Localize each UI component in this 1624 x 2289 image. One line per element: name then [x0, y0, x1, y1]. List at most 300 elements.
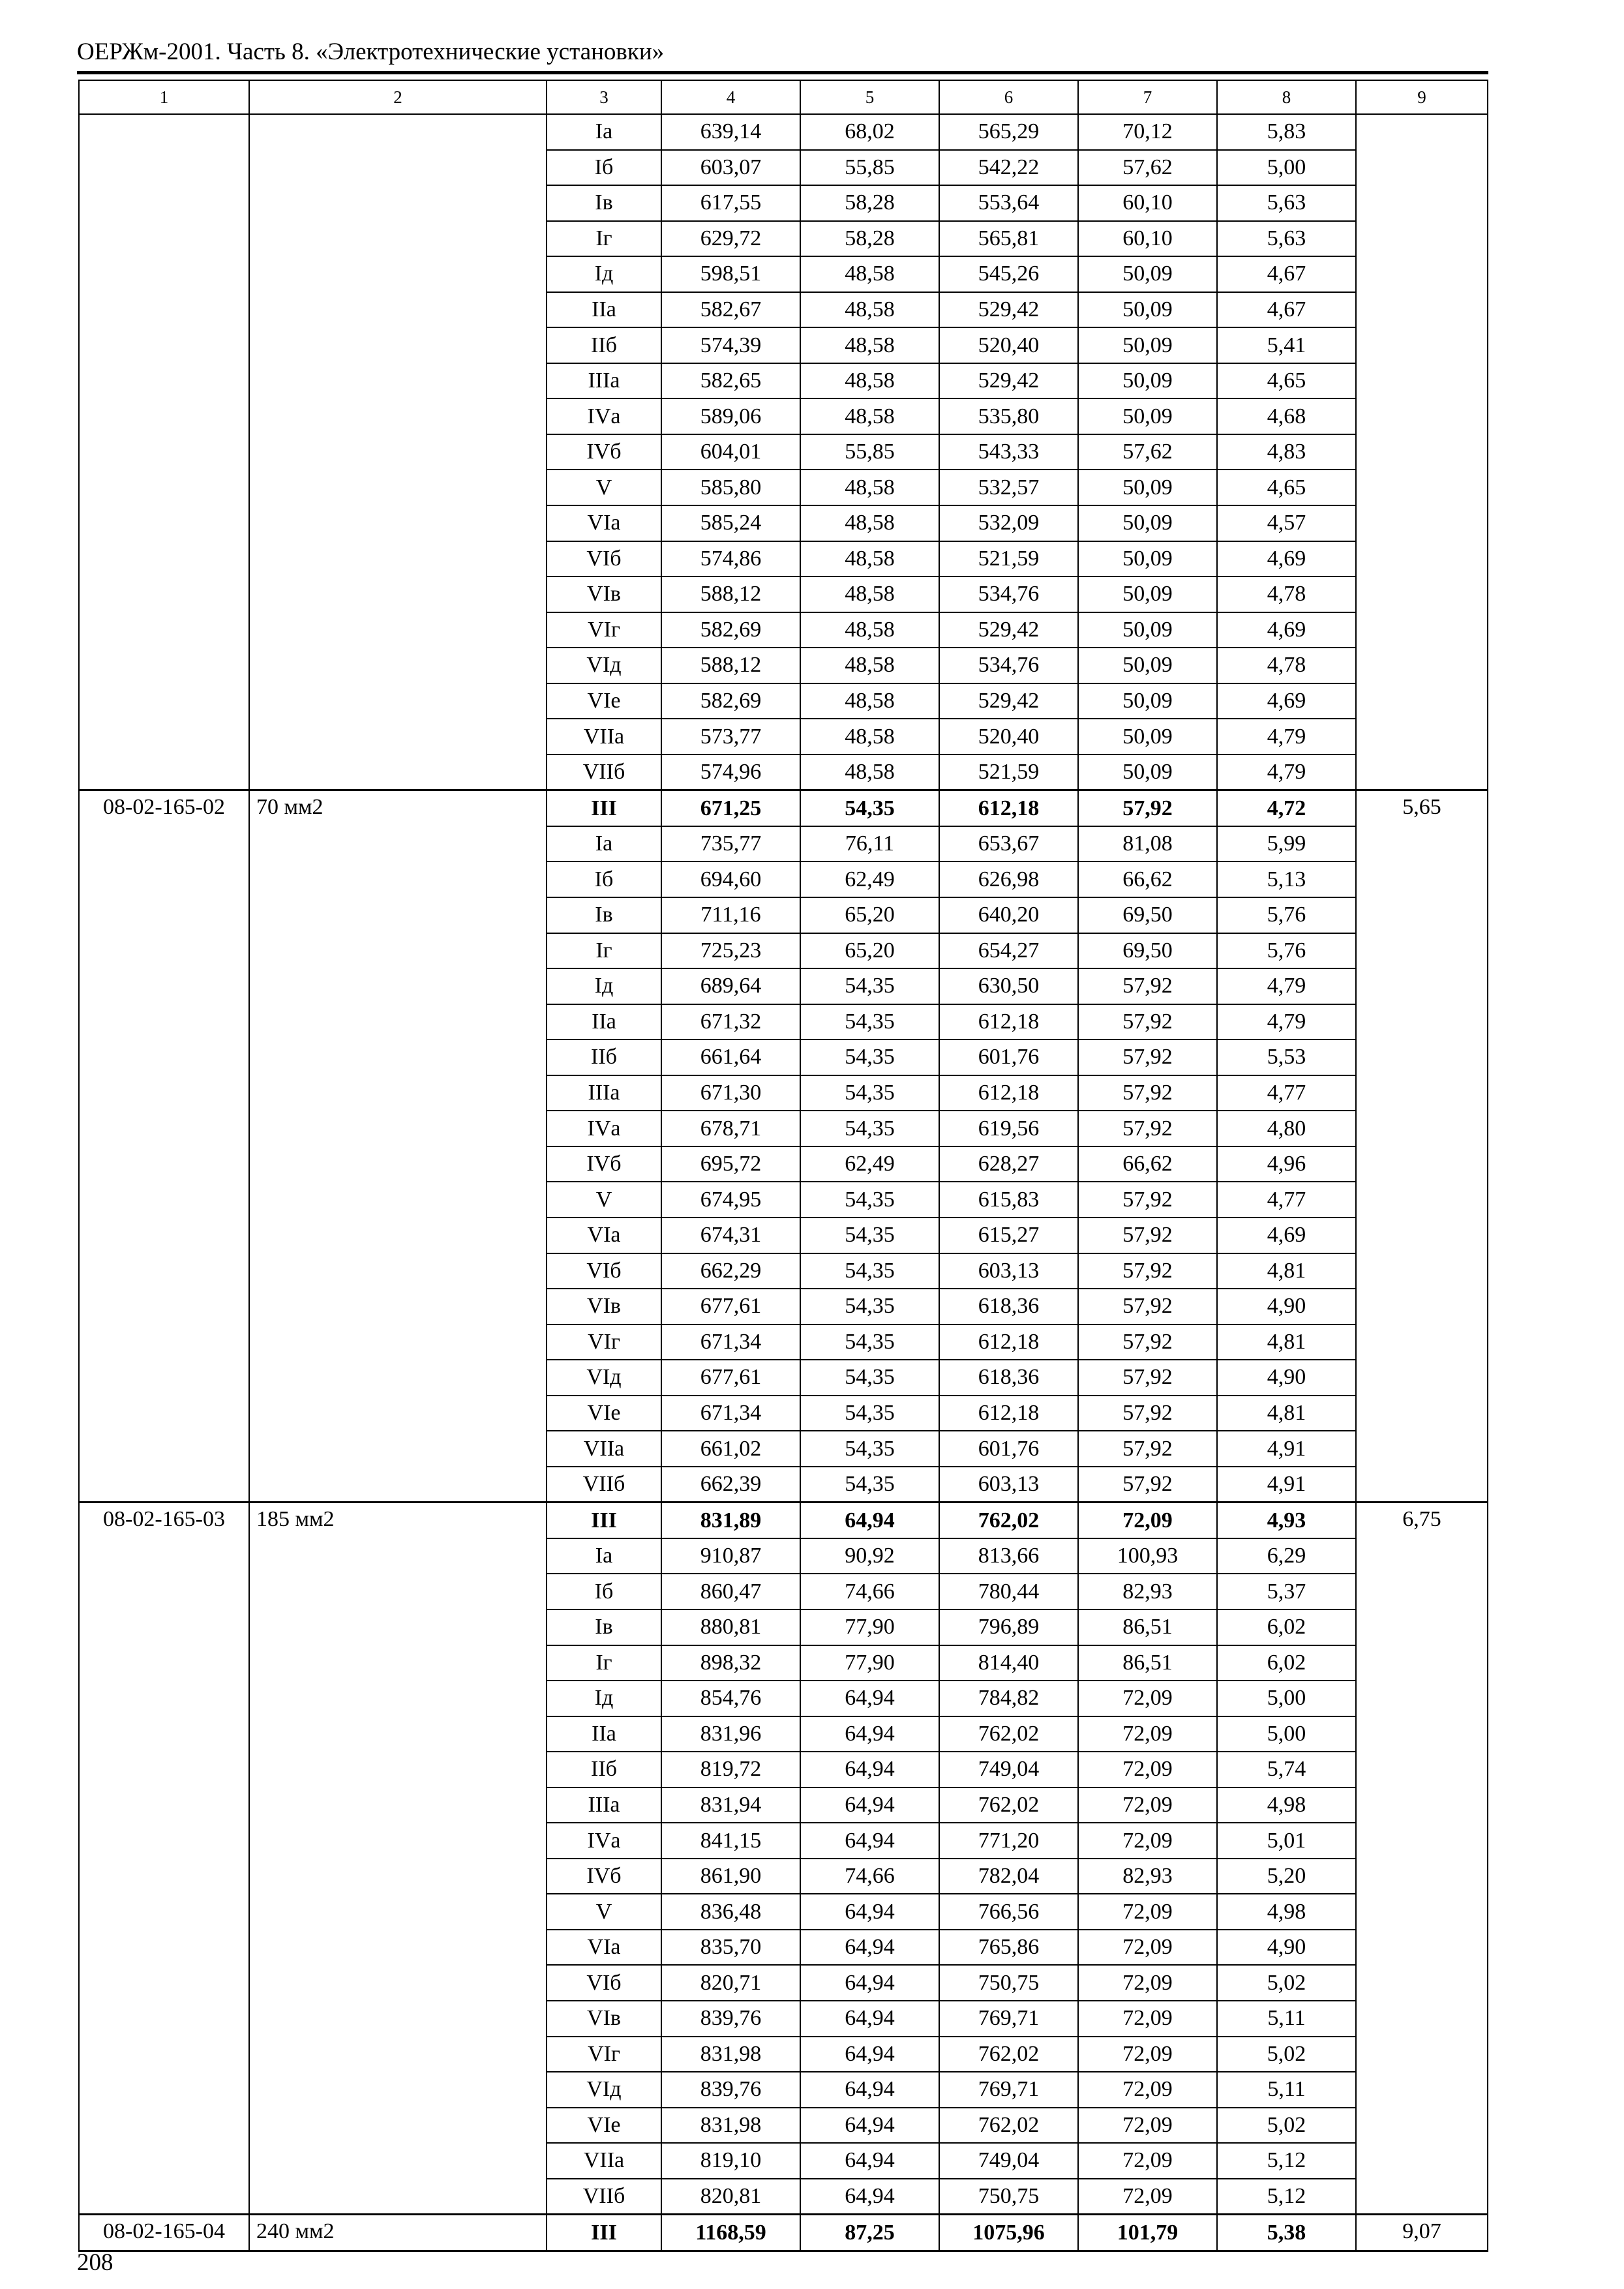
- row-code-cell: [79, 2037, 249, 2072]
- row-col7-cell: 57,92: [1078, 790, 1217, 826]
- row-col7-cell: 50,09: [1078, 398, 1217, 434]
- row-col8-cell: 5,12: [1217, 2143, 1356, 2179]
- table-row: [79, 1681, 1488, 1716]
- row-col6-cell: 762,02: [939, 2108, 1078, 2144]
- row-col6-cell: 532,57: [939, 470, 1078, 505]
- row-col6-cell: 565,29: [939, 114, 1078, 150]
- row-col9-cell: [1356, 292, 1488, 328]
- row-col5-cell: 54,35: [800, 790, 939, 826]
- row-col8-cell: 4,77: [1217, 1075, 1356, 1111]
- row-col9-cell: [1356, 1574, 1488, 1609]
- row-name-cell: [249, 755, 547, 790]
- row-col9-cell: [1356, 755, 1488, 790]
- row-col9-cell: [1356, 1431, 1488, 1467]
- row-name-cell: [249, 1360, 547, 1396]
- row-code-cell: [79, 1289, 249, 1324]
- row-col5-cell: 64,94: [800, 2001, 939, 2037]
- row-col7-cell: 72,09: [1078, 2037, 1217, 2072]
- row-col8-cell: 4,65: [1217, 470, 1356, 505]
- row-col6-cell: 615,27: [939, 1218, 1078, 1253]
- row-code-cell: [79, 1182, 249, 1218]
- row-code-cell: [79, 1538, 249, 1574]
- row-code-cell: [79, 1965, 249, 2001]
- row-col9-cell: [1356, 2143, 1488, 2179]
- row-col7-cell: 66,62: [1078, 861, 1217, 897]
- table-row: [79, 1965, 1488, 2001]
- row-col4-cell: 677,61: [661, 1360, 800, 1396]
- row-col7-cell: 66,62: [1078, 1146, 1217, 1182]
- row-col7-cell: 72,09: [1078, 2072, 1217, 2108]
- row-col7-cell: 50,09: [1078, 755, 1217, 790]
- row-col4-cell: 639,14: [661, 114, 800, 150]
- row-col9-cell: [1356, 1894, 1488, 1930]
- row-code-cell: [79, 1040, 249, 1075]
- row-name-cell: [249, 221, 547, 257]
- row-col6-cell: 813,66: [939, 1538, 1078, 1574]
- row-col9-cell: [1356, 221, 1488, 257]
- table-row: [79, 2072, 1488, 2108]
- row-zone-cell: VIIа: [547, 719, 661, 755]
- row-zone-cell: IIб: [547, 327, 661, 363]
- row-col6-cell: 520,40: [939, 719, 1078, 755]
- row-col5-cell: 64,94: [800, 1965, 939, 2001]
- row-col5-cell: 48,58: [800, 505, 939, 541]
- row-col7-cell: 72,09: [1078, 2108, 1217, 2144]
- row-zone-cell: Iг: [547, 221, 661, 257]
- row-zone-cell: VIа: [547, 1930, 661, 1966]
- row-col6-cell: 640,20: [939, 897, 1078, 933]
- row-col4-cell: 598,51: [661, 256, 800, 292]
- table-row: [79, 683, 1488, 719]
- row-zone-cell: IIIа: [547, 363, 661, 399]
- row-name-cell: [249, 1574, 547, 1609]
- row-name-cell: [249, 2001, 547, 2037]
- row-code-cell: [79, 1218, 249, 1253]
- row-zone-cell: V: [547, 1182, 661, 1218]
- row-col8-cell: 5,76: [1217, 897, 1356, 933]
- row-col9-cell: [1356, 1538, 1488, 1574]
- row-zone-cell: Iб: [547, 150, 661, 186]
- row-zone-cell: IVб: [547, 1146, 661, 1182]
- row-col8-cell: 4,72: [1217, 790, 1356, 826]
- row-col5-cell: 64,94: [800, 1716, 939, 1752]
- table-row: [79, 2001, 1488, 2037]
- table-row: [79, 1324, 1488, 1360]
- row-code-cell: [79, 755, 249, 790]
- row-col4-cell: 839,76: [661, 2001, 800, 2037]
- row-col7-cell: 82,93: [1078, 1859, 1217, 1894]
- row-code-cell: 08-02-165-02: [79, 790, 249, 826]
- row-col5-cell: 54,35: [800, 1467, 939, 1503]
- table-body: [79, 80, 1488, 2251]
- row-col4-cell: 589,06: [661, 398, 800, 434]
- table-row: [79, 790, 1488, 826]
- row-col4-cell: 898,32: [661, 1645, 800, 1681]
- row-col4-cell: 574,39: [661, 327, 800, 363]
- row-col9-cell: [1356, 1788, 1488, 1823]
- row-col9-cell: [1356, 256, 1488, 292]
- row-zone-cell: VIв: [547, 1289, 661, 1324]
- row-name-cell: [249, 363, 547, 399]
- row-col7-cell: 82,93: [1078, 1574, 1217, 1609]
- row-col8-cell: 4,93: [1217, 1503, 1356, 1538]
- table-row: [79, 1538, 1488, 1574]
- row-col7-cell: 50,09: [1078, 576, 1217, 612]
- row-col5-cell: 77,90: [800, 1609, 939, 1645]
- row-name-cell: [249, 398, 547, 434]
- row-code-cell: [79, 434, 249, 470]
- row-name-cell: [249, 150, 547, 186]
- row-code-cell: [79, 1823, 249, 1859]
- table-row: [79, 1182, 1488, 1218]
- row-code-cell: [79, 576, 249, 612]
- row-col7-cell: 50,09: [1078, 612, 1217, 648]
- row-zone-cell: Iа: [547, 826, 661, 862]
- row-col9-cell: [1356, 1324, 1488, 1360]
- row-col6-cell: 771,20: [939, 1823, 1078, 1859]
- row-col9-cell: [1356, 1396, 1488, 1431]
- row-zone-cell: IVб: [547, 1859, 661, 1894]
- row-col7-cell: 50,09: [1078, 541, 1217, 577]
- row-col9-cell: [1356, 1716, 1488, 1752]
- row-code-cell: [79, 612, 249, 648]
- table-row: [79, 1040, 1488, 1075]
- row-col7-cell: 50,09: [1078, 327, 1217, 363]
- row-col6-cell: 612,18: [939, 1324, 1078, 1360]
- table-row: [79, 648, 1488, 683]
- row-col7-cell: 57,62: [1078, 434, 1217, 470]
- row-zone-cell: VIд: [547, 2072, 661, 2108]
- row-col8-cell: 5,76: [1217, 933, 1356, 969]
- row-col4-cell: 629,72: [661, 221, 800, 257]
- row-col8-cell: 4,65: [1217, 363, 1356, 399]
- row-col8-cell: 4,81: [1217, 1324, 1356, 1360]
- row-col9-cell: [1356, 1253, 1488, 1289]
- row-col5-cell: 64,94: [800, 1752, 939, 1788]
- row-name-cell: [249, 1716, 547, 1752]
- row-col9-cell: [1356, 1218, 1488, 1253]
- row-col7-cell: 60,10: [1078, 221, 1217, 257]
- row-name-cell: [249, 541, 547, 577]
- row-col6-cell: 612,18: [939, 1396, 1078, 1431]
- row-name-cell: [249, 1752, 547, 1788]
- row-col8-cell: 4,79: [1217, 1004, 1356, 1040]
- row-col6-cell: 618,36: [939, 1289, 1078, 1324]
- row-col6-cell: 545,26: [939, 256, 1078, 292]
- row-col8-cell: 5,02: [1217, 2108, 1356, 2144]
- row-col9-cell: [1356, 1645, 1488, 1681]
- row-col6-cell: 612,18: [939, 1075, 1078, 1111]
- row-col6-cell: 535,80: [939, 398, 1078, 434]
- row-name-cell: [249, 1894, 547, 1930]
- table-row: [79, 1253, 1488, 1289]
- row-zone-cell: VIе: [547, 2108, 661, 2144]
- row-name-cell: [249, 1431, 547, 1467]
- row-col8-cell: 5,83: [1217, 114, 1356, 150]
- row-col7-cell: 50,09: [1078, 292, 1217, 328]
- row-zone-cell: IIа: [547, 1004, 661, 1040]
- row-col6-cell: 769,71: [939, 2001, 1078, 2037]
- row-col6-cell: 529,42: [939, 292, 1078, 328]
- row-name-cell: [249, 1823, 547, 1859]
- row-col6-cell: 565,81: [939, 221, 1078, 257]
- row-col4-cell: 836,48: [661, 1894, 800, 1930]
- row-zone-cell: Iа: [547, 1538, 661, 1574]
- row-col5-cell: 48,58: [800, 327, 939, 363]
- row-col9-cell: [1356, 1965, 1488, 2001]
- column-header: 1: [79, 80, 249, 114]
- row-col6-cell: 543,33: [939, 434, 1078, 470]
- row-col9-cell: [1356, 968, 1488, 1004]
- table-row: [79, 933, 1488, 969]
- row-zone-cell: VIв: [547, 2001, 661, 2037]
- row-col8-cell: 5,00: [1217, 1681, 1356, 1716]
- row-col4-cell: 582,69: [661, 683, 800, 719]
- row-col4-cell: 671,25: [661, 790, 800, 826]
- row-col4-cell: 831,96: [661, 1716, 800, 1752]
- row-col4-cell: 674,95: [661, 1182, 800, 1218]
- row-col7-cell: 72,09: [1078, 1965, 1217, 2001]
- row-col7-cell: 57,92: [1078, 1004, 1217, 1040]
- row-col4-cell: 694,60: [661, 861, 800, 897]
- row-col9-cell: [1356, 150, 1488, 186]
- row-name-cell: [249, 2143, 547, 2179]
- row-code-cell: [79, 648, 249, 683]
- row-zone-cell: VIа: [547, 505, 661, 541]
- table-row: [79, 1396, 1488, 1431]
- row-code-cell: [79, 363, 249, 399]
- row-zone-cell: VIг: [547, 612, 661, 648]
- row-zone-cell: VIIб: [547, 2179, 661, 2215]
- row-name-cell: [249, 470, 547, 505]
- row-col9-cell: [1356, 933, 1488, 969]
- row-col5-cell: 54,35: [800, 1431, 939, 1467]
- row-col9-cell: [1356, 1752, 1488, 1788]
- row-zone-cell: IVа: [547, 1111, 661, 1146]
- row-zone-cell: VIIа: [547, 2143, 661, 2179]
- row-col6-cell: 784,82: [939, 1681, 1078, 1716]
- table-row: [79, 2037, 1488, 2072]
- row-zone-cell: VIд: [547, 648, 661, 683]
- row-name-cell: [249, 1645, 547, 1681]
- row-code-cell: [79, 2072, 249, 2108]
- row-col9-cell: [1356, 1040, 1488, 1075]
- table-row: [79, 1146, 1488, 1182]
- row-zone-cell: Iг: [547, 933, 661, 969]
- row-col9-cell: [1356, 1681, 1488, 1716]
- row-col8-cell: 4,98: [1217, 1788, 1356, 1823]
- row-zone-cell: VIе: [547, 683, 661, 719]
- row-col9-cell: [1356, 1859, 1488, 1894]
- row-col8-cell: 6,02: [1217, 1609, 1356, 1645]
- table-row: [79, 470, 1488, 505]
- row-col4-cell: 671,30: [661, 1075, 800, 1111]
- row-col4-cell: 831,89: [661, 1503, 800, 1538]
- row-col8-cell: 4,98: [1217, 1894, 1356, 1930]
- row-code-cell: [79, 1645, 249, 1681]
- row-col6-cell: 782,04: [939, 1859, 1078, 1894]
- table-row: [79, 2143, 1488, 2179]
- row-col4-cell: 831,98: [661, 2108, 800, 2144]
- row-col7-cell: 57,92: [1078, 1182, 1217, 1218]
- row-col8-cell: 4,81: [1217, 1253, 1356, 1289]
- table-row: [79, 1111, 1488, 1146]
- row-col5-cell: 54,35: [800, 1360, 939, 1396]
- row-col5-cell: 74,66: [800, 1859, 939, 1894]
- row-col8-cell: 5,12: [1217, 2179, 1356, 2215]
- row-col5-cell: 62,49: [800, 1146, 939, 1182]
- row-name-cell: [249, 1859, 547, 1894]
- row-col6-cell: 780,44: [939, 1574, 1078, 1609]
- table-row: [79, 1218, 1488, 1253]
- row-col7-cell: 72,09: [1078, 1503, 1217, 1538]
- row-zone-cell: IVб: [547, 434, 661, 470]
- row-col9-cell: [1356, 505, 1488, 541]
- row-col4-cell: 910,87: [661, 1538, 800, 1574]
- row-col9-cell: [1356, 327, 1488, 363]
- row-col6-cell: 796,89: [939, 1609, 1078, 1645]
- row-code-cell: [79, 327, 249, 363]
- row-col4-cell: 582,69: [661, 612, 800, 648]
- row-col5-cell: 64,94: [800, 1788, 939, 1823]
- row-name-cell: 185 мм2: [249, 1503, 547, 1538]
- row-name-cell: [249, 2108, 547, 2144]
- row-name-cell: [249, 2037, 547, 2072]
- table-row: [79, 398, 1488, 434]
- row-col5-cell: 74,66: [800, 1574, 939, 1609]
- row-name-cell: [249, 1396, 547, 1431]
- row-col5-cell: 64,94: [800, 1823, 939, 1859]
- row-col8-cell: 4,69: [1217, 541, 1356, 577]
- row-col6-cell: 529,42: [939, 612, 1078, 648]
- row-col5-cell: 64,94: [800, 1894, 939, 1930]
- row-col5-cell: 64,94: [800, 2108, 939, 2144]
- row-col5-cell: 54,35: [800, 1218, 939, 1253]
- row-code-cell: [79, 1609, 249, 1645]
- row-zone-cell: Iб: [547, 1574, 661, 1609]
- row-col7-cell: 69,50: [1078, 933, 1217, 969]
- row-col6-cell: 601,76: [939, 1040, 1078, 1075]
- row-col4-cell: 677,61: [661, 1289, 800, 1324]
- row-zone-cell: VIб: [547, 541, 661, 577]
- row-col5-cell: 54,35: [800, 1182, 939, 1218]
- row-code-cell: [79, 861, 249, 897]
- table-row: [79, 541, 1488, 577]
- row-col5-cell: 65,20: [800, 933, 939, 969]
- row-col6-cell: 603,13: [939, 1253, 1078, 1289]
- row-col9-cell: [1356, 470, 1488, 505]
- row-col5-cell: 48,58: [800, 719, 939, 755]
- row-col6-cell: 553,64: [939, 185, 1078, 221]
- row-name-cell: [249, 1075, 547, 1111]
- row-col4-cell: 854,76: [661, 1681, 800, 1716]
- row-col5-cell: 64,94: [800, 2072, 939, 2108]
- table-row: [79, 1930, 1488, 1966]
- row-col9-cell: [1356, 2179, 1488, 2215]
- row-name-cell: [249, 861, 547, 897]
- row-zone-cell: VIб: [547, 1965, 661, 2001]
- row-col7-cell: 72,09: [1078, 1930, 1217, 1966]
- row-col4-cell: 880,81: [661, 1609, 800, 1645]
- row-col6-cell: 520,40: [939, 327, 1078, 363]
- row-col9-cell: [1356, 861, 1488, 897]
- row-code-cell: [79, 1930, 249, 1966]
- row-name-cell: [249, 897, 547, 933]
- row-name-cell: [249, 1253, 547, 1289]
- table-row: [79, 185, 1488, 221]
- row-col6-cell: 532,09: [939, 505, 1078, 541]
- row-zone-cell: Iд: [547, 968, 661, 1004]
- row-name-cell: [249, 2179, 547, 2215]
- row-col5-cell: 48,58: [800, 470, 939, 505]
- row-name-cell: [249, 1111, 547, 1146]
- row-col8-cell: 4,90: [1217, 1930, 1356, 1966]
- row-col5-cell: 48,58: [800, 292, 939, 328]
- row-zone-cell: VIб: [547, 1253, 661, 1289]
- row-zone-cell: IIа: [547, 1716, 661, 1752]
- table-row: [79, 1574, 1488, 1609]
- row-code-cell: [79, 2179, 249, 2215]
- row-col6-cell: 619,56: [939, 1111, 1078, 1146]
- row-col7-cell: 57,92: [1078, 1040, 1217, 1075]
- row-zone-cell: IIб: [547, 1040, 661, 1075]
- row-zone-cell: III: [547, 790, 661, 826]
- row-col4-cell: 819,10: [661, 2143, 800, 2179]
- row-col8-cell: 5,02: [1217, 2037, 1356, 2072]
- row-col6-cell: 762,02: [939, 1788, 1078, 1823]
- row-col9-cell: [1356, 1111, 1488, 1146]
- row-col9-cell: [1356, 114, 1488, 150]
- row-col5-cell: 48,58: [800, 541, 939, 577]
- row-col5-cell: 54,35: [800, 1396, 939, 1431]
- table-row: [79, 861, 1488, 897]
- row-name-cell: [249, 576, 547, 612]
- row-code-cell: [79, 185, 249, 221]
- row-code-cell: [79, 933, 249, 969]
- row-col8-cell: 4,68: [1217, 398, 1356, 434]
- column-header-row: [79, 80, 1488, 114]
- row-col9-cell: [1356, 683, 1488, 719]
- row-col4-cell: 671,34: [661, 1324, 800, 1360]
- row-code-cell: 08-02-165-03: [79, 1503, 249, 1538]
- row-code-cell: 08-02-165-04: [79, 2215, 249, 2251]
- row-col6-cell: 612,18: [939, 1004, 1078, 1040]
- row-code-cell: [79, 1146, 249, 1182]
- row-col7-cell: 86,51: [1078, 1609, 1217, 1645]
- row-name-cell: 240 мм2: [249, 2215, 547, 2251]
- row-col4-cell: 574,96: [661, 755, 800, 790]
- row-name-cell: [249, 185, 547, 221]
- row-name-cell: [249, 256, 547, 292]
- row-code-cell: [79, 2108, 249, 2144]
- row-col6-cell: 750,75: [939, 2179, 1078, 2215]
- table-row: [79, 1075, 1488, 1111]
- table-row: [79, 363, 1488, 399]
- row-col5-cell: 48,58: [800, 755, 939, 790]
- row-col7-cell: 72,09: [1078, 2179, 1217, 2215]
- table-row: [79, 897, 1488, 933]
- row-name-cell: [249, 826, 547, 862]
- row-name-cell: [249, 612, 547, 648]
- row-col7-cell: 50,09: [1078, 256, 1217, 292]
- row-col9-cell: [1356, 541, 1488, 577]
- row-col8-cell: 5,00: [1217, 150, 1356, 186]
- row-col6-cell: 618,36: [939, 1360, 1078, 1396]
- row-col7-cell: 101,79: [1078, 2215, 1217, 2251]
- row-name-cell: [249, 1218, 547, 1253]
- row-name-cell: [249, 1965, 547, 2001]
- row-code-cell: [79, 1467, 249, 1503]
